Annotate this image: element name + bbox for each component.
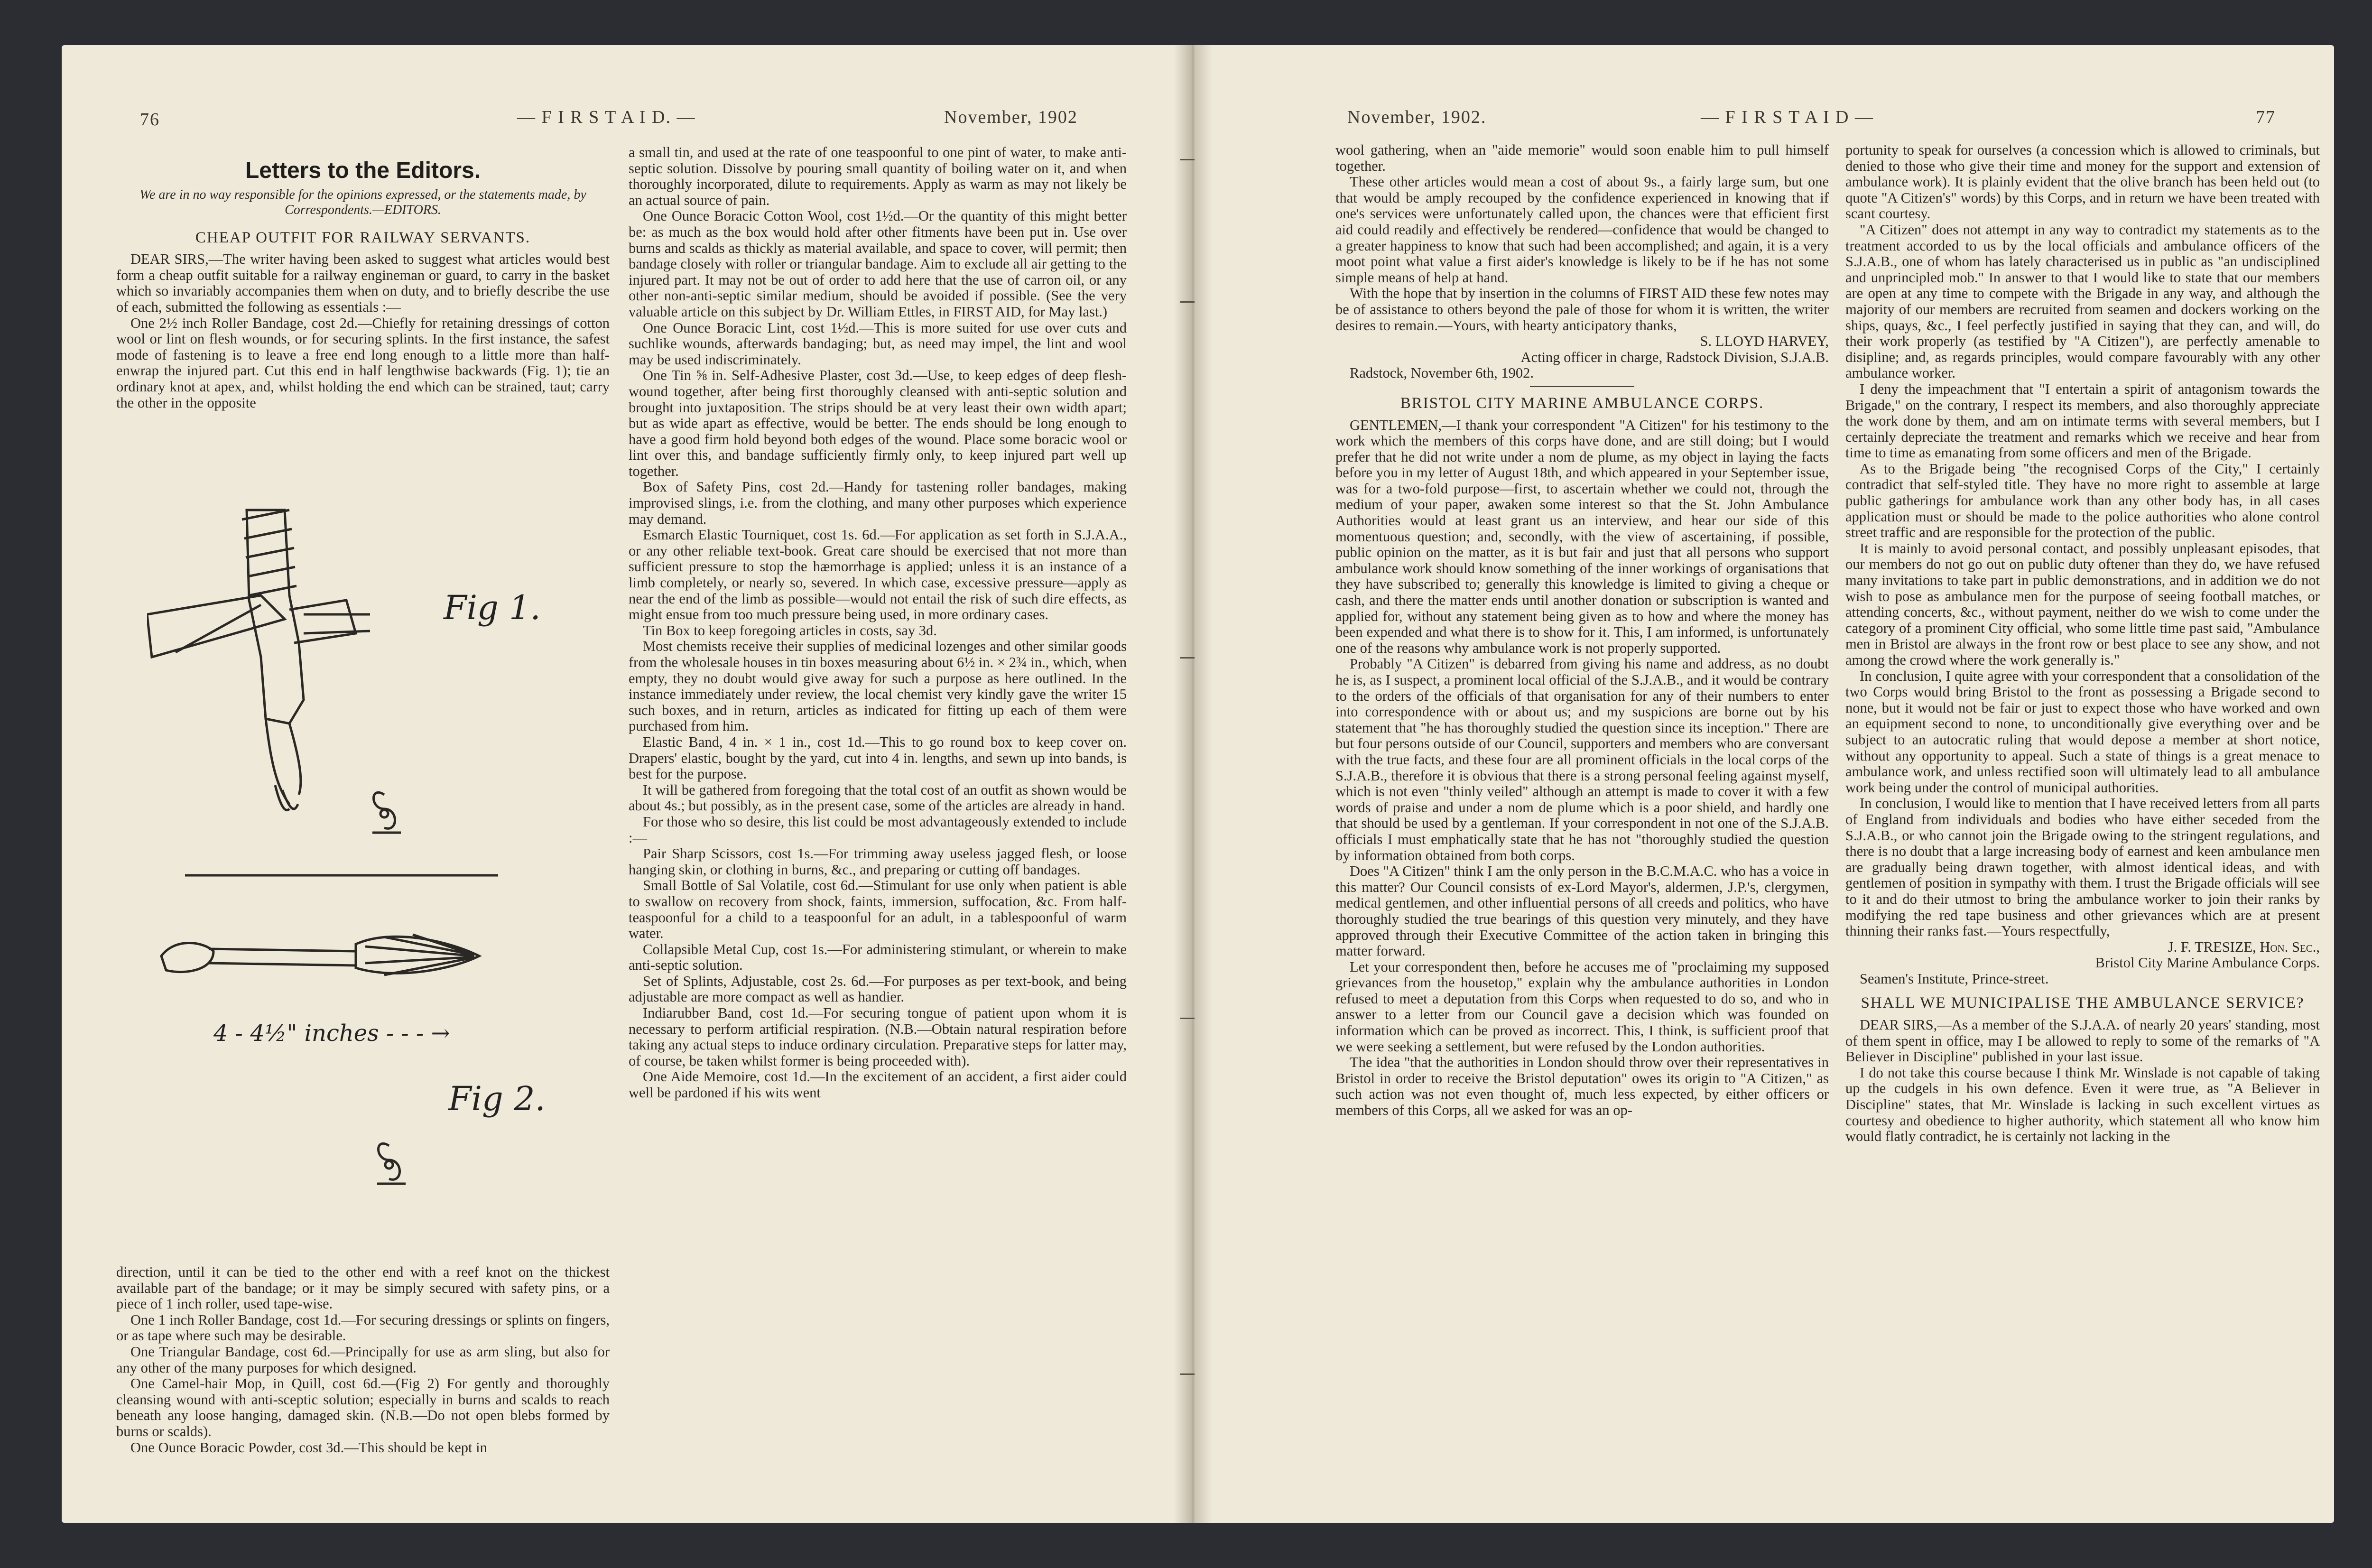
paragraph: One Tin ⅝ in. Self-Adhesive Plaster, cost 3d.—Use, to keep edges of deep flesh-wound together, after being first thoroughly cleansed with anti-septic solution and brought into juxtaposition. The strips should be at very least their own width apart; but as wide apart as effective, would be better. The ends should be long enough to have a good firm hold beyond both edges of the wound. Place some boracic wool or lint over this, and bandage sufficiently firmly only, to keep injured part well up together. (629, 367, 1127, 479)
paragraph: Box of Safety Pins, cost 2d.—Handy for tastening roller bandages, making improvised slings, i.e. from the clothing, and many other purposes which experience may demand. (629, 479, 1127, 527)
monogram-mark-1 (372, 792, 401, 833)
paragraph: I do not take this course because I think Mr. Winslade is not capable of taking up the cudgels in his own defence. Even it were true, as "A Believer in Discipline" states, that Mr. Winslade is lacking in such excellent virtues as courtesy and obedience to higher authority, which statement all who know him would flatly contradict, he is certainly not lacking in the (1845, 1064, 2320, 1145)
left-page (62, 45, 1181, 1523)
paragraph: direction, until it can be tied to the other end with a reef knot on the thickest available part of the bandage; or it may be simply secured with safety pins, or a piece of 1 inch roller, used tape-wise. (116, 1264, 610, 1312)
paragraph: Tin Box to keep foregoing articles in costs, say 3d. (643, 622, 937, 639)
page-number: 77 (2256, 107, 2276, 127)
left-column-1-top (116, 159, 610, 529)
editor-disclaimer: We are in no way responsible for the opinions expressed, or the statements made, by Correspondents.—EDITORS. (139, 187, 586, 217)
paragraph: Esmarch Elastic Tourniquet, cost 1s. 6d.—For application as set forth in S.J.A.A., or any other reliable text-book. Great care should be exercised that not more than sufficient pressure to stop the hæmorrhage is applied; unless it is an instance of a limb completely, or nearly so, severed. In which case, excessive pressure—apply as near the end of the limb as possible—would not entail the risk of such dire effects, as might ensue from too much pressure being used, in more ordinary cases. (629, 527, 1127, 623)
paragraph: I deny the impeachment that "I entertain a spirit of antagonism towards the Brigade," on the contrary, I respect its members, and also thoroughly appreciate the work done by them, and am on intimate terms with several members, but I certainly depreciate the treatment and remarks which we receive and hear from time to time as emanating from some officers and men of the Brigade. (1845, 380, 2320, 461)
paragraph: Small Bottle of Sal Volatile, cost 6d.—Stimulant for use only when patient is able to swallow on recovery from shock, faints, immersion, suffocation, &c. From half-teaspoonful for a child to a teaspoonful for an adult, in a tablespoonful of warm water. (629, 877, 1127, 942)
figure-1-label: Fig 1. (444, 588, 541, 627)
letters-title: Letters to the Editors. (245, 159, 481, 183)
camel-hair-mop-drawing (161, 935, 479, 975)
section-heading-municipalise: SHALL WE MUNICIPALISE THE AMBULANCE SERVICE? (1861, 994, 2305, 1012)
paragraph: wool gathering, when an "aide memorie" would soon enable him to pull himself together. (1335, 142, 1829, 174)
section-rule (1530, 386, 1634, 387)
paragraph: One Ounce Boracic Lint, cost 1½d.—This is more suited for use over cuts and suchlike wounds, afterwards bandaging; but, as need may impel, the lint and wool may be used indiscriminately. (629, 319, 1127, 368)
paragraph: Set of Splints, Adjustable, cost 2s. 6d.—For purposes as per text-book, and being adjustable are more compact as well as handier. (629, 973, 1127, 1005)
paragraph: The idea "that the authorities in London should throw over their representatives in Bristol in order to receive the Bristol deputation" owes its origin to "A Citizen," as such action was not even thought of, much less expected, by either officers or members of this Corps, all we asked for was an op- (1335, 1054, 1829, 1119)
paragraph: One Camel-hair Mop, in Quill, cost 6d.—(Fig 2) For gently and thoroughly cleansing wound with anti-sceptic solution; especially in burns and scalds to reach beneath any loose hanging, damaged skin. (N.B.—Do not open blebs formed by burns or scalds). (116, 1375, 610, 1439)
paragraph: In conclusion, I quite agree with your correspondent that a consolidation of the two Corps would bring Bristol to the front as possessing a Brigade second to none, but it would not be fair or just to expect those who have worked and own an equipment second to none, to unconditionally give everything over and be subject to an autocratic ruling that would depose a member at short notice, without any opportunity to appeal. Such a state of things is a great menace to ambulance work, and unless rectified soon will ultimately lead to all ambulance work being under the control of municipal authorities. (1845, 668, 2320, 796)
binding-stitch (1180, 159, 1195, 160)
bandage-figures (147, 501, 640, 1250)
illustration-area (147, 501, 645, 1269)
figure-2-label: Fig 2. (448, 1079, 546, 1118)
paragraph: Most chemists receive their supplies of medicinal lozenges and other similar goods from the wholesale houses in tin boxes measuring about 6½ in. × 2¾ in., which, when empty, they no doubt would give away for such a purpose as here outlined. In the instance immediately under review, the local chemist very kindly gave the writer 15 such boxes, and in return, articles as indicated for fitting up each of them were purchased from him. (629, 638, 1127, 734)
binding-stitch (1180, 1018, 1195, 1019)
left-column-1-bottom (116, 1264, 610, 1487)
paragraph: For those who so desire, this list could be most advantageously extended to include :— (629, 813, 1127, 846)
left-column-2 (629, 145, 1127, 1492)
paragraph: These other articles would mean a cost of about 9s., a fairly large sum, but one that would be amply recouped by the confidence experienced in knowing that if one's services were unfortunately called upon, the chances were that efficient first aid could readily and effectively be rendered—confidence that would be changed to a greater happiness to know that such had been accomplished; and again, it is a very moot point what value a first aider's knowledge is likely to be if he has not some simple means of help at hand. (1335, 174, 1829, 286)
bandaged-wrist-drawing (147, 510, 370, 810)
signature-name: J. F. TRESIZE, Hon. Sec., (2168, 938, 2320, 955)
paragraph: One Aide Memoire, cost 1d.—In the excitement of an accident, a first aider could well be pardoned if his wits went (629, 1068, 1127, 1101)
paragraph: With the hope that by insertion in the columns of FIRST AID these few notes may be of assistance to others beyond the pale of those for whom it is written, the writer desires to remain.—Yours, with hearty anticipatory thanks, (1335, 285, 1829, 334)
paragraph: One Ounce Boracic Powder, cost 3d.—This should be kept in (130, 1439, 487, 1456)
paragraph: Collapsible Metal Cup, cost 1s.—For administering stimulant, or wherein to make anti-septic solution. (629, 941, 1127, 974)
issue-date: November, 1902. (1347, 107, 1487, 127)
right-column-1 (1335, 142, 1829, 1499)
page-number: 76 (140, 110, 160, 130)
paragraph: As to the Brigade being "the recognised Corps of the City," I certainly contradict that self-styled title. They have no more right to assemble at large public gatherings for ambulance work than any other body has, in all cases application must or should be made to the police authorities who alone control street traffic and are responsible for the protection of the public. (1845, 460, 2320, 541)
paragraph: Indiarubber Band, cost 1d.—For securing tongue of patient upon whom it is necessary to perform artificial respiration. (N.B.—Obtain natural respiration before taking any actual steps to induce ordinary circulation. Preparative steps for latter may, of course, be taken whilst former is being proceeded with). (629, 1005, 1127, 1069)
paragraph: portunity to speak for ourselves (a concession which is allowed to criminals, but denied to those who give their time and money for the support and extension of ambulance work). It is plainly evident that the olive branch has been held out (to quote "A Citizen's" words) by this Corps, and in return we have been treated with scant courtesy. (1845, 142, 2320, 222)
paragraph: Let your correspondent then, before he accuses me of "proclaiming my supposed grievances from the housetop," explain why the ambulance authorities in London refused to meet a deputation from this Corps when requested to do so, and who in answer to a letter from our Council gave a decision which was founded on information which can be proved as incorrect. This, I think, is sufficient proof that we were seeking a settlement, but were refused by the London authorities. (1335, 958, 1829, 1055)
right-page (1198, 45, 2334, 1523)
paragraph: One 2½ inch Roller Bandage, cost 2d.—Chiefly for retaining dressings of cotton wool or lint on flesh wounds, or for securing splints. In the first instance, the safest mode of fastening is to leave a free end long enough to a little more than half-enwrap the injured part. Cut this end in half lengthwise backwards (Fig. 1); tie an ordinary knot at apex, and, whilst holding the end which can be strained, taut; carry the other in the opposite (116, 315, 610, 411)
paragraph: One 1 inch Roller Bandage, cost 1d.—For securing dressings or splints on fingers, or as tape where such may be desirable. (116, 1311, 610, 1344)
right-column-2 (1845, 142, 2320, 1499)
paragraph: Pair Sharp Scissors, cost 1s.—For trimming away useless jagged flesh, or loose hanging skin, or clothing in burns, &c., and preparing or cutting off bandages. (629, 845, 1127, 878)
paragraph: "A Citizen" does not attempt in any way to contradict my statements as to the treatment accorded to us by the local officials and ambulance officers of the S.J.A.B., one of whom has lately characterised us in public as "an undisciplined and unprincipled mob." In answer to that I would like to state that our members are open at any time to compete with the Brigade in any way, and although the majority of our members are recruited from seamen and dockers working on the ships, quays, &c., I feel perfectly justified in saying that they can, and will, do their work properly (as testified by "A Citizen"), are perfectly amenable to disipline; and, as regards principles, would compare favourably with any other ambulance worker. (1845, 221, 2320, 381)
paragraph: One Triangular Bandage, cost 6d.—Principally for use as arm sling, but also for any other of the many purposes for which designed. (116, 1343, 610, 1376)
magazine-spread (62, 45, 2334, 1523)
section-heading-railway: CHEAP OUTFIT FOR RAILWAY SERVANTS. (195, 229, 531, 246)
section-heading-bristol: BRISTOL CITY MARINE AMBULANCE CORPS. (1400, 394, 1764, 412)
signature-name: S. LLOYD HARVEY, (1700, 333, 1829, 350)
paragraph: It is mainly to avoid personal contact, and possibly unpleasant episodes, that our members do not go out on public duty oftener than they do, we have refused many invitations to take part in public demonstrations, and in addition we do not wish to pose as ambulance men for the purpose of seeing football matches, or attending concerts, &c., without payment, neither do we wish to come under the category of a prominent City official, who some little time past said, "Ambulance men in Bristol are always in the front row or best place to see any show, and not among the crowd where the work generally is." (1845, 540, 2320, 668)
paragraph: GENTLEMEN,—I thank your correspondent "A Citizen" for his testimony to the work which the members of this corps have done, and are still doing; but I would prefer that he did not write under a nom de plume, as my object in laying the facts before you in my letter of August 18th, and which appeared in your September issue, was for a two-fold purpose—first, to ascertain whether we could not, through the medium of your paper, awaken some interest so that the St. John Ambulance Authorities would at least grant us an interview, and hear our side of this momentuous question; and, secondly, with the view of ascertaining, if possible, public opinion on the matter, as it is but fair and just that all persons who support ambulance work should know something of the inner workings of organisations that they have subscribed to; generally this knowledge is limited to giving a cheque or cash, and there the matter ends until another donation or subscription is wanted and applied for, without any statement being given as to how and where the money has been expended and what there is to show for it. This, I am informed, is unfortunately one of the reasons why ambulance work is not properly supported. (1335, 417, 1829, 656)
monogram-mark-2 (377, 1143, 406, 1184)
figure-2-measurement: 4 - 4½" inches - - - → (213, 1020, 450, 1047)
paragraph: Elastic Band, 4 in. × 1 in., cost 1d.—This to go round box to keep cover on. Drapers' elastic, bought by the yard, cut into 4 in. lengths, and sewn up into bands, is best for the purpose. (629, 733, 1127, 782)
signature-organisation: Bristol City Marine Ambulance Corps. (2095, 955, 2320, 971)
paragraph: DEAR SIRS,—As a member of the S.J.A.A. of nearly 20 years' standing, most of them spent in office, may I be allowed to reply to some of the remarks of "A Believer in Discipline" published in your last issue. (1845, 1017, 2320, 1065)
signature-place: Seamen's Institute, Prince-street. (1860, 970, 2049, 987)
paragraph: Probably "A Citizen" is debarred from giving his name and address, as no doubt he is, as I suspect, a prominent local official of the S.J.A.B., and it would be contrary to the orders of the officials of that organisation for any of their numbers to enter into correspondence with or about us; and my suspicions are borne out by his statement that "he has thoroughly studied the question since its inception." There are but four persons outside of our Council, supporters and members who are conversant with the true facts, and these four are all prominent officials in the local corps of the S.J.A.B., therefore it is obvious that there is a strong personal feeling against myself, which is not even "thinly veiled" although an attempt is made to cover it with a few words of praise and under a nom de plume which is a poor shield, and hardly one that should be used by a gentleman. If your correspondent in not one of the S.J.A.B. officials I must emphatically state that he has not "thoroughly studied the question by information obtained from both corps. (1335, 656, 1829, 863)
paragraph: DEAR SIRS,—The writer having been asked to suggest what articles would best form a cheap outfit suitable for a railway engineman or guard, to carry in the basket which so invariably accompanies them when on duty, and to briefly describe the use of each, submitted the following as essentials :— (116, 251, 610, 315)
paragraph: One Ounce Boracic Cotton Wool, cost 1½d.—Or the quantity of this might better be: as much as the box would hold after other fitments have been put in. Use over burns and scalds as thickly as material available, and space to cover, will permit; then bandage closely with roller or triangular bandage. Aim to exclude all air getting to the injured part. It may not be out of order to add here that the use of carron oil, or any other non-anti-septic similar medium, should be avoided if possible. (See the very valuable article on this subject by Dr. William Ettles, in FIRST AID, for May last.) (629, 208, 1127, 320)
issue-date: November, 1902 (944, 107, 1078, 127)
paragraph: It will be gathered from foregoing that the total cost of an outfit as shown would be about 4s.; but possibly, as in the present case, some of the articles are already in hand. (629, 781, 1127, 814)
signature-place-date: Radstock, November 6th, 1902. (1350, 365, 1534, 381)
paragraph: In conclusion, I would like to mention that I have received letters from all parts of England from individuals and bodies who have either seceded from the S.J.A.B., or who cannot join the Brigade owing to the stringent regulations, and there is no doubt that a large increasing body of earnest and keen ambulance men are gradually being drawn together, with almost identical ideas, and with gentlemen of position in sympathy with them. I trust the Brigade officials will see to it and do their utmost to bring the ambulance worker to join their ranks by modifying the red tape business and other grievances which are at present thinning their ranks fast.—Yours respectfully, (1845, 795, 2320, 939)
binding-stitch (1180, 1373, 1195, 1375)
binding-stitch (1180, 657, 1195, 659)
running-title: — F I R S T A I D — (1701, 107, 1874, 127)
running-title: — F I R S T A I D. — (517, 107, 696, 127)
paragraph: Does "A Citizen" think I am the only person in the B.C.M.A.C. who has a voice in this matter? Our Council consists of ex-Lord Mayor's, aldermen, J.P.'s, clergymen, medical gentlemen, and other influential persons of all creeds and politics, who have thoroughly studied the true bearings of this question very minutely, and they have approved through their Executive Committee of the action taken in bringing this matter forward. (1335, 863, 1829, 959)
binding-stitch (1180, 301, 1195, 303)
signature-role: Acting officer in charge, Radstock Division, S.J.A.B. (1520, 349, 1829, 365)
paragraph: a small tin, and used at the rate of one teaspoonful to one pint of water, to make anti-septic solution. Dissolve by pouring small quantity of boiling water on it, and when thoroughly incorporated, dilute to requirements. Apply as warm as may not likely be an actual source of pain. (629, 145, 1127, 208)
